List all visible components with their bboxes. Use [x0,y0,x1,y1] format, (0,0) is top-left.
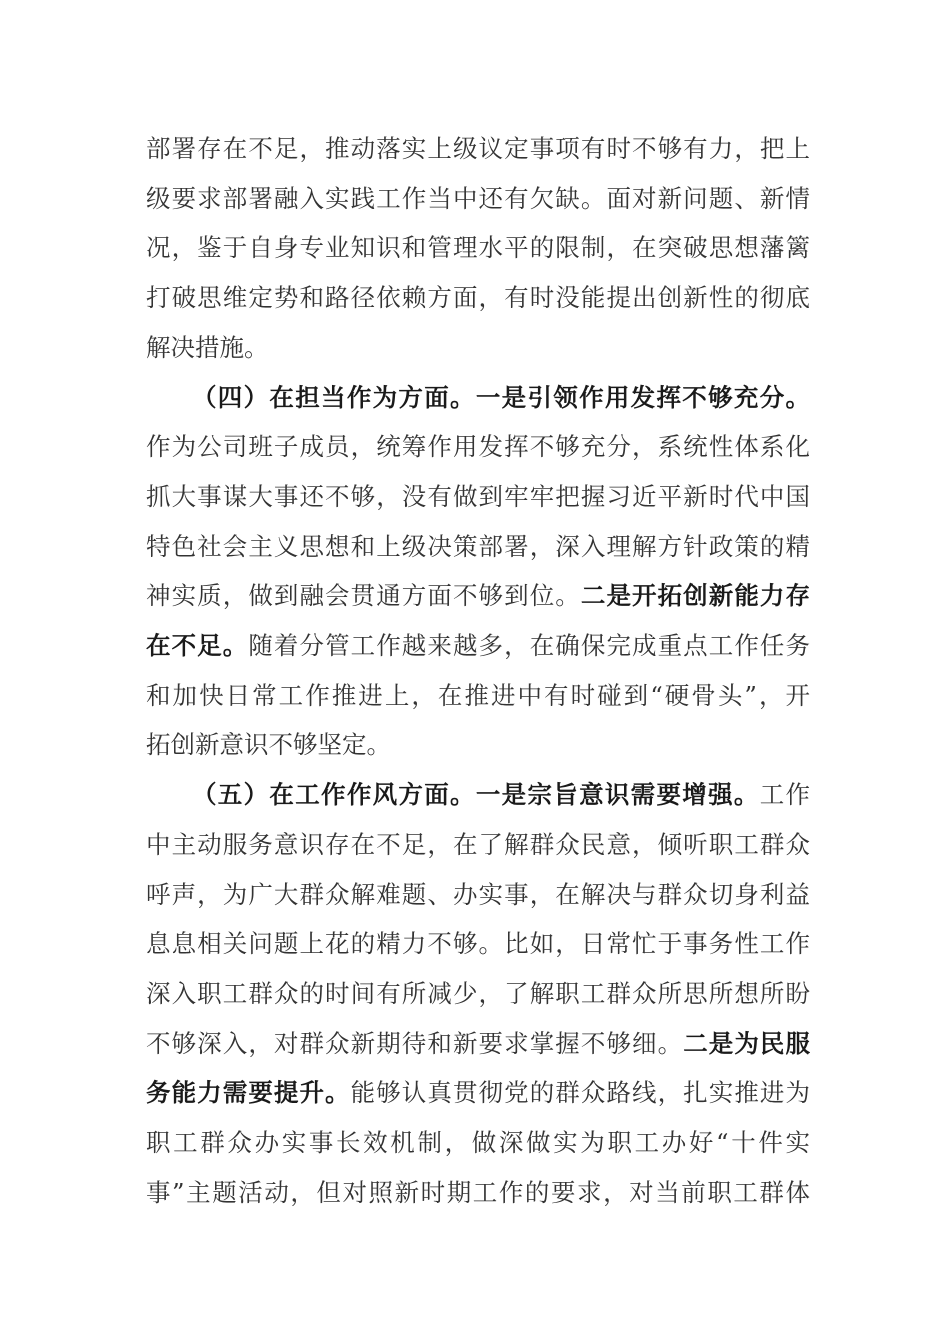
text-segment: 部署存在不足，推动落实上级议定事项有时不够有力，把上 [146,134,810,163]
text-line [146,970,810,1018]
text-line [146,821,810,869]
bold-text-segment: 二是为民服 [683,1028,810,1058]
text-line [146,920,810,968]
bold-text-segment: （四）在担当作为方面。一是引领作用发挥不够充分。 [192,382,810,412]
text-line [146,224,810,272]
bold-text-segment: 务能力需要提升。 [146,1078,351,1108]
text-line [146,175,810,223]
text-line [146,274,810,322]
text-segment: 作为公司班子成员，统筹作用发挥不够充分，系统性体系化 [146,432,810,462]
text-segment: 抓大事谋大事还不够，没有做到牢牢把握习近平新时代中国 [146,481,810,511]
text-segment: 随着分管工作越来越多，在确保完成重点工作任务 [248,631,810,660]
text-segment: 工作 [759,780,810,810]
text-line [146,622,810,670]
text-segment: 级要求部署融入实践工作当中还有欠缺。面对新问题、新情 [146,183,810,213]
text-line [192,771,810,819]
text-line [146,1069,810,1117]
text-segment: 中主动服务意识存在不足，在了解群众民意，倾听职工群众 [146,829,810,859]
text-segment: 解决措施。 [146,332,269,362]
text-segment: 和加快日常工作推进上，在推进中有时碰到“硬骨头”，开 [146,680,810,710]
text-line [146,125,810,173]
text-line [146,721,810,769]
text-line [146,523,810,571]
text-line [146,572,810,620]
text-segment: 拓创新意识不够坚定。 [146,730,391,760]
text-segment: 不够深入，对群众新期待和新要求掌握不够细。 [146,1028,684,1058]
text-segment: 息息相关问题上花的精力不够。比如，日常忙于事务性工作 [146,929,810,959]
text-line [146,1020,810,1068]
text-line [146,1169,810,1217]
text-line [146,1119,810,1167]
text-segment: 打破思维定势和路径依赖方面，有时没能提出创新性的彻底 [146,283,810,313]
text-line [146,473,810,521]
text-segment: 深入职工群众的时间有所减少，了解职工群众所思所想所盼 [146,978,810,1008]
text-segment: 呼声，为广大群众解难题、办实事，在解决与群众切身利益 [146,879,810,909]
text-line [192,374,810,422]
bold-text-segment: 二是开拓创新能力存 [580,581,810,611]
text-line [146,423,810,471]
text-line [146,672,810,720]
text-segment: 能够认真贯彻党的群众路线，扎实推进为 [350,1078,810,1108]
text-segment: 神实质，做到融会贯通方面不够到位。 [146,581,581,611]
text-line [146,324,810,372]
text-segment: 事”主题活动，但对照新时期工作的要求，对当前职工群体 [146,1177,810,1207]
text-line [146,871,810,919]
text-segment: 特色社会主义思想和上级决策部署，深入理解方针政策的精 [146,531,810,561]
text-segment: 职工群众办实事长效机制，做深做实为职工办好“十件实 [146,1128,810,1157]
bold-text-segment: 在不足。 [146,631,249,660]
text-segment: 况，鉴于自身专业知识和管理水平的限制，在突破思想藩篱 [146,233,810,263]
bold-text-segment: （五）在工作作风方面。一是宗旨意识需要增强。 [192,780,760,810]
